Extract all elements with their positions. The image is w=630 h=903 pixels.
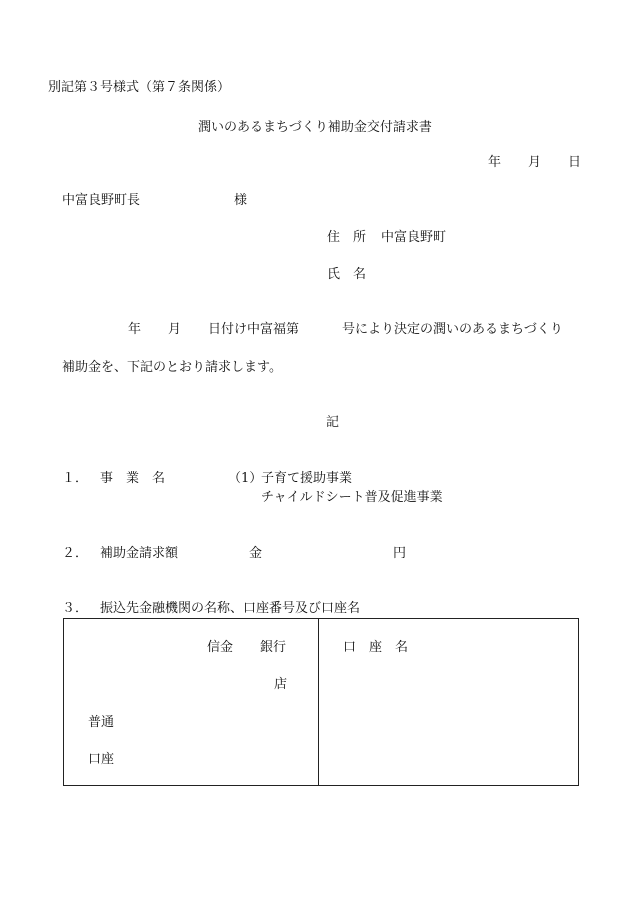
name-label: 氏 名	[327, 267, 367, 282]
body-year: 年	[128, 322, 142, 337]
body-line2: 補助金を、下記のとおり請求します。	[62, 360, 282, 375]
account-label: 口座	[88, 752, 115, 767]
addressee-name: 中富良野町長	[62, 193, 141, 208]
address-label: 住 所	[327, 230, 367, 245]
item2-suffix: 円	[393, 546, 407, 561]
item2-number: ２．	[62, 546, 89, 561]
item1-label: 事 業 名	[100, 471, 166, 486]
account-type-label: 普通	[88, 715, 115, 730]
body-month: 月	[168, 322, 182, 337]
bank-account-table	[63, 618, 579, 786]
item1-number: １．	[62, 471, 89, 486]
form-label: 別記第３号様式（第７条関係）	[48, 80, 231, 95]
bank-ginko-label: 銀行	[260, 640, 287, 655]
ki-heading: 記	[326, 415, 340, 430]
item1-sub: （1）	[228, 471, 263, 486]
item2-label: 補助金請求額	[100, 546, 179, 561]
item2-prefix: 金	[249, 546, 263, 561]
date-month: 月	[528, 155, 542, 170]
addressee-honorific: 様	[234, 193, 248, 208]
date-day: 日	[568, 155, 582, 170]
item1-value-line2: チャイルドシート普及促進事業	[261, 490, 443, 505]
table-divider	[318, 619, 319, 785]
date-year: 年	[488, 155, 502, 170]
item3-label: 振込先金融機関の名称、口座番号及び口座名	[100, 601, 361, 616]
bank-branch-label: 店	[274, 677, 288, 692]
body-number-suffix: 号により決定の潤いのあるまちづくり	[342, 322, 563, 337]
bank-shinkin-label: 信金	[207, 640, 234, 655]
account-name-label: 口 座 名	[343, 640, 409, 655]
body-date-ref: 日付け中富福第	[208, 322, 300, 337]
address-value: 中富良野町	[381, 230, 447, 245]
item3-number: ３．	[62, 601, 89, 616]
document-title: 潤いのあるまちづくり補助金交付請求書	[198, 120, 432, 135]
item1-value-line1: 子育て援助事業	[261, 471, 353, 486]
